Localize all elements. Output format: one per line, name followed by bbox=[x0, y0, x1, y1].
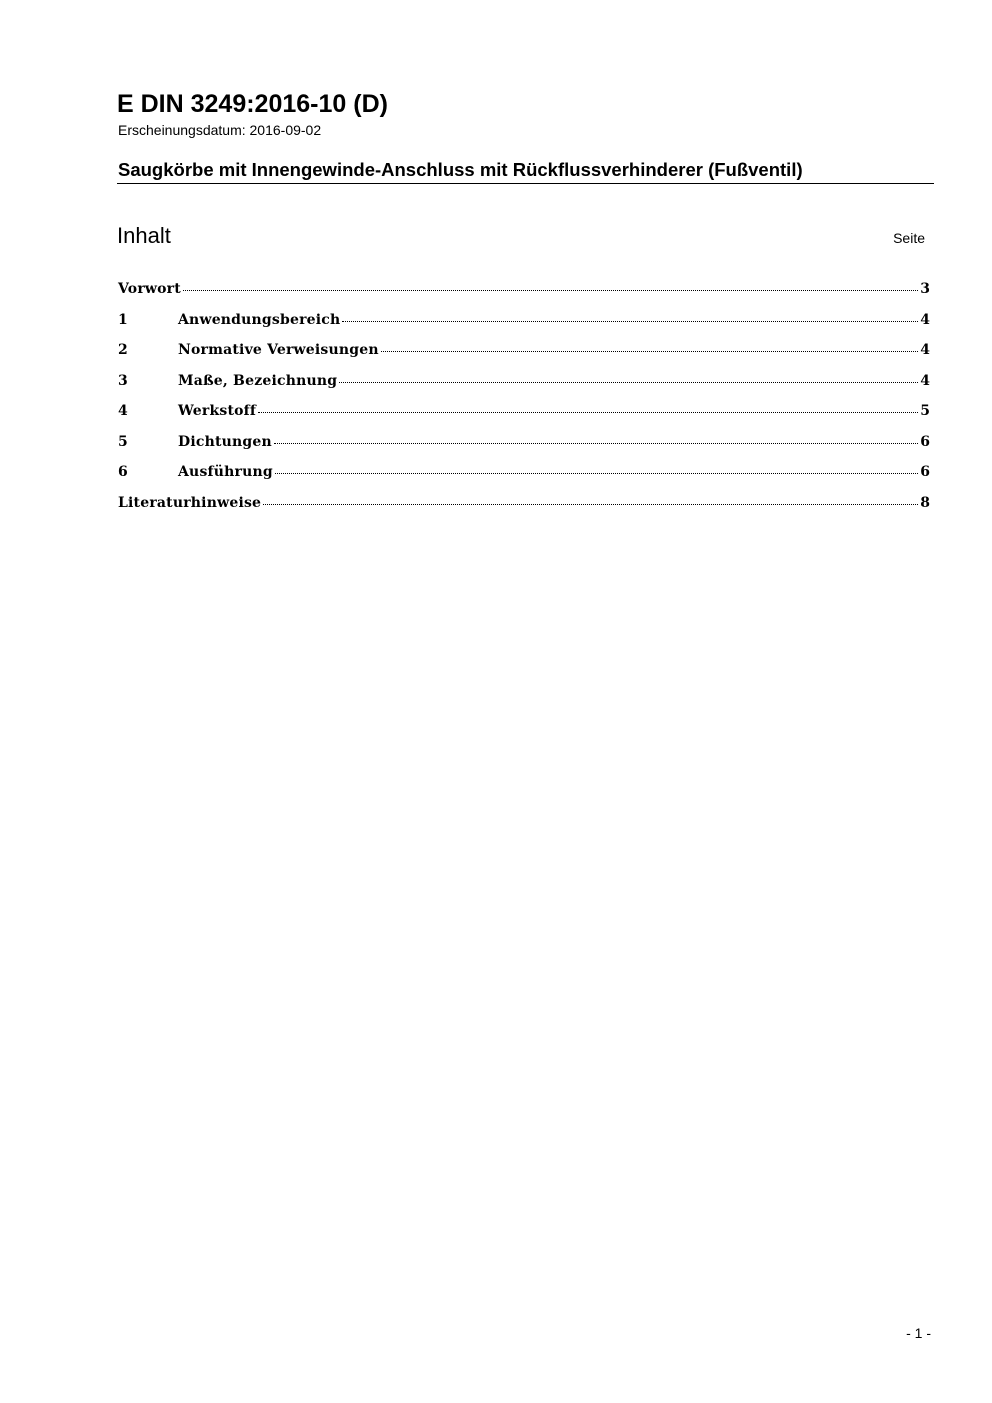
toc-entry-werkstoff[interactable] bbox=[118, 401, 930, 432]
toc-heading: Inhalt bbox=[117, 223, 171, 248]
document-id: E DIN 3249:2016-10 (D) bbox=[117, 90, 388, 118]
toc-entry-page: 8 bbox=[920, 494, 930, 511]
toc-entry-number: 1 bbox=[118, 311, 128, 328]
toc-entry-page: 3 bbox=[920, 281, 930, 297]
toc-entry-label: Anwendungsbereich bbox=[178, 311, 341, 328]
toc-entry-page: 5 bbox=[920, 403, 930, 419]
toc-dot-leader bbox=[183, 289, 918, 291]
toc-entry-vorwort[interactable] bbox=[118, 279, 930, 310]
toc-entry-label: Vorwort bbox=[118, 281, 181, 297]
toc-entry-page: 4 bbox=[920, 311, 930, 328]
toc-entry-label: Werkstoff bbox=[178, 403, 257, 419]
toc-entry-number: 4 bbox=[118, 403, 128, 419]
toc-dot-leader bbox=[263, 503, 918, 505]
toc-dot-leader bbox=[339, 381, 918, 383]
toc-entry-label: Ausführung bbox=[178, 464, 273, 480]
title-divider bbox=[117, 183, 934, 184]
toc-dot-leader bbox=[275, 472, 918, 474]
toc-dot-leader bbox=[381, 350, 919, 352]
toc-entry-literaturhinweise[interactable] bbox=[118, 493, 930, 524]
toc-entry-anwendungsbereich[interactable] bbox=[118, 310, 930, 341]
document-title: Saugkörbe mit Innengewinde-Anschluss mit Rückflussverhinderer (Fußventil) bbox=[118, 159, 803, 180]
toc-entry-normative-verweisungen[interactable] bbox=[118, 340, 930, 371]
publication-date: Erscheinungsdatum: 2016-09-02 bbox=[118, 122, 322, 138]
toc-dot-leader bbox=[258, 411, 918, 413]
toc-entry-ausfuehrung[interactable] bbox=[118, 462, 930, 493]
toc-entry-number: 6 bbox=[118, 464, 128, 480]
toc-entry-masse-bezeichnung[interactable] bbox=[118, 371, 930, 402]
toc-entry-number: 2 bbox=[118, 342, 128, 358]
toc-entry-page: 4 bbox=[920, 342, 930, 358]
toc-dot-leader bbox=[274, 442, 918, 444]
toc-entry-number: 5 bbox=[118, 433, 128, 450]
toc-entry-number: 3 bbox=[118, 372, 128, 389]
toc-entry-label: Literaturhinweise bbox=[118, 494, 262, 511]
page-number: - 1 - bbox=[906, 1325, 931, 1341]
toc-entry-page: 6 bbox=[920, 433, 930, 450]
toc-entry-page: 6 bbox=[920, 464, 930, 480]
toc-entry-label: Normative Verweisungen bbox=[178, 342, 379, 358]
toc-entry-label: Maße, Bezeichnung bbox=[178, 372, 338, 389]
toc-entry-dichtungen[interactable] bbox=[118, 432, 930, 463]
toc-entry-page: 4 bbox=[920, 372, 930, 389]
toc-page-column-label: Seite bbox=[893, 230, 925, 246]
toc-dot-leader bbox=[342, 320, 918, 322]
table-of-contents bbox=[118, 279, 930, 523]
toc-entry-label: Dichtungen bbox=[178, 433, 272, 450]
